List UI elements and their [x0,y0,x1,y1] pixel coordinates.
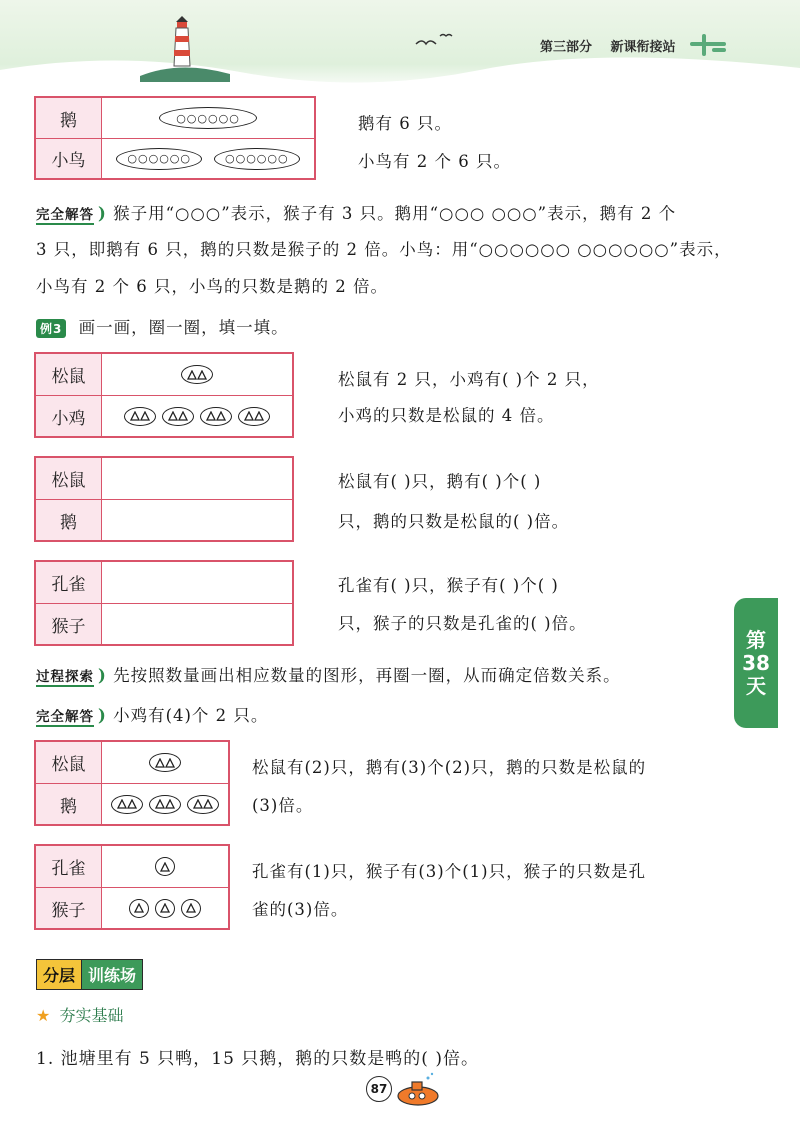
triangle-group [187,795,219,814]
a2-text-2: 雀的(3)倍。 [252,900,349,919]
triangle-group [155,857,175,876]
grid-row [36,458,292,499]
grid-row [36,783,228,824]
triangle-cell [102,888,228,928]
triangle-group [162,407,194,426]
triangle-group [181,899,201,918]
circle-group: ○○○○○○ [214,148,300,170]
bridge-logo-icon [688,30,728,58]
submarine-icon [392,1072,442,1108]
grid-label: 松鼠 [36,742,102,783]
q3-text-1: 孔雀有( )只，猴子有( )个( ) [338,576,559,595]
example3-line [36,314,289,338]
a2-text-1: 孔雀有(1)只，猴子有(3)个(1)只，猴子的只数是孔 [252,862,647,881]
side-tab-line2: 38 [742,650,770,675]
grid-label: 猴子 [36,604,102,644]
triangle-cell [102,742,228,783]
grid-row [36,499,292,540]
header-title: 新课衔接站 [610,40,676,55]
grid-row [36,603,292,644]
section-banner [36,960,143,988]
triangle-group [181,365,213,384]
question-grid-3 [34,560,294,646]
triangle-cell [102,396,292,436]
side-tab-line1: 第 [746,627,766,652]
answer-grid-2 [34,844,230,930]
grid-row [36,887,228,928]
q1-text-1: 松鼠有 2 只，小鸡有( )个 2 只， [338,370,600,389]
side-tab-line3: 天 [746,673,766,698]
example-tag: 例3 [36,319,66,338]
empty-answer-cell[interactable] [102,458,292,499]
grid-row [36,395,292,436]
triangle-group [111,795,143,814]
lighthouse-icon [164,16,200,72]
grid-label: 孔雀 [36,562,102,603]
section-part-a: 分层 [36,959,81,990]
top-note-2: 小鸟有 2 个 6 只。 [358,152,511,171]
grid-label: 松鼠 [36,458,102,499]
question-1: 1. 池塘里有 5 只鸭，15 只鹅，鹅的只数是鸭的( )倍。 [36,1049,479,1069]
process-line: 过程探索 ) 先按照数量画出相应数量的图形，再圈一圈，从而确定倍数关系。 [36,666,621,685]
header-part: 第三部分 [540,40,593,55]
bird-icon [414,30,454,50]
q2-text-1: 松鼠有( )只，鹅有( )个( ) [338,472,542,491]
grid-label: 猴子 [36,888,102,928]
process-tag: 过程探索 [36,665,94,687]
grid-row [36,354,292,395]
top-grid-cell [102,98,314,138]
answer1-line-3: 小鸟有 2 个 6 只，小鸟的只数是鹅的 2 倍。 [36,277,388,296]
triangle-group [149,753,181,772]
top-grid-label: 鹅 [36,98,102,138]
empty-answer-cell[interactable] [102,500,292,540]
grid-row [36,846,228,887]
q1-text-2: 小鸡的只数是松鼠的 4 倍。 [338,406,555,425]
answer1-line-1: 完全解答 ) 猴子用“○○○”表示，猴子有 3 只。鹅用“○○○ ○○○”表示，鹅有 2 个 [36,204,677,223]
grid-label: 小鸡 [36,396,102,436]
answer-tag: 完全解答 [36,705,94,727]
triangle-cell [102,846,228,887]
circle-group: ○○○○○○ [159,107,257,129]
question-grid-2 [34,456,294,542]
triangle-group [200,407,232,426]
subhead [36,1003,123,1026]
answer2-line: 完全解答 ) 小鸡有(4)个 2 只。 [36,706,269,725]
grid-label: 孔雀 [36,846,102,887]
example3-text: 画一画，圈一圈，填一填。 [78,318,289,337]
triangle-group [129,899,149,918]
a1-text-2: (3)倍。 [252,796,314,815]
top-grid-label: 小鸟 [36,139,102,178]
answer2-text: 小鸡有(4)个 2 只。 [113,706,269,725]
question-grid-1 [34,352,294,438]
grid-row [36,562,292,603]
day-side-tab [734,598,778,728]
q2-text-2: 只，鹅的只数是松鼠的( )倍。 [338,512,570,531]
triangle-group [155,899,175,918]
answer1-line-2: 3 只，即鹅有 6 只，鹅的只数是猴子的 2 倍。小鸟：用“○○○○○○ ○○○○○○”表示， [36,240,732,259]
page-number: 87 [366,1076,392,1102]
top-grid-row [36,138,314,178]
circle-group: ○○○○○○ [116,148,202,170]
top-grid [34,96,316,180]
triangle-group [124,407,156,426]
process-text: 先按照数量画出相应数量的图形，再圈一圈，从而确定倍数关系。 [113,666,621,685]
page-header-band [0,0,800,92]
answer1-text-1: 猴子用“○○○”表示，猴子有 3 只。鹅用“○○○ ○○○”表示，鹅有 2 个 [113,204,677,223]
triangle-cell [102,354,292,395]
triangle-group [149,795,181,814]
empty-answer-cell[interactable] [102,562,292,603]
triangle-cell [102,784,228,824]
q3-text-2: 只，猴子的只数是孔雀的( )倍。 [338,614,587,633]
grid-label: 鹅 [36,784,102,824]
top-note-1: 鹅有 6 只。 [358,114,452,133]
answer-tag: 完全解答 [36,203,94,225]
section-part-b: 训练场 [81,959,143,990]
a1-text-1: 松鼠有(2)只，鹅有(3)个(2)只，鹅的只数是松鼠的 [252,758,647,777]
grid-label: 鹅 [36,500,102,540]
grid-label: 松鼠 [36,354,102,395]
answer-grid-1 [34,740,230,826]
header-text [540,36,690,55]
empty-answer-cell[interactable] [102,604,292,644]
subhead-text: 夯实基础 [59,1006,124,1025]
grid-row [36,742,228,783]
top-grid-cell [102,139,314,178]
star-icon: ★ [36,1006,51,1025]
triangle-group [238,407,270,426]
top-grid-row [36,98,314,138]
